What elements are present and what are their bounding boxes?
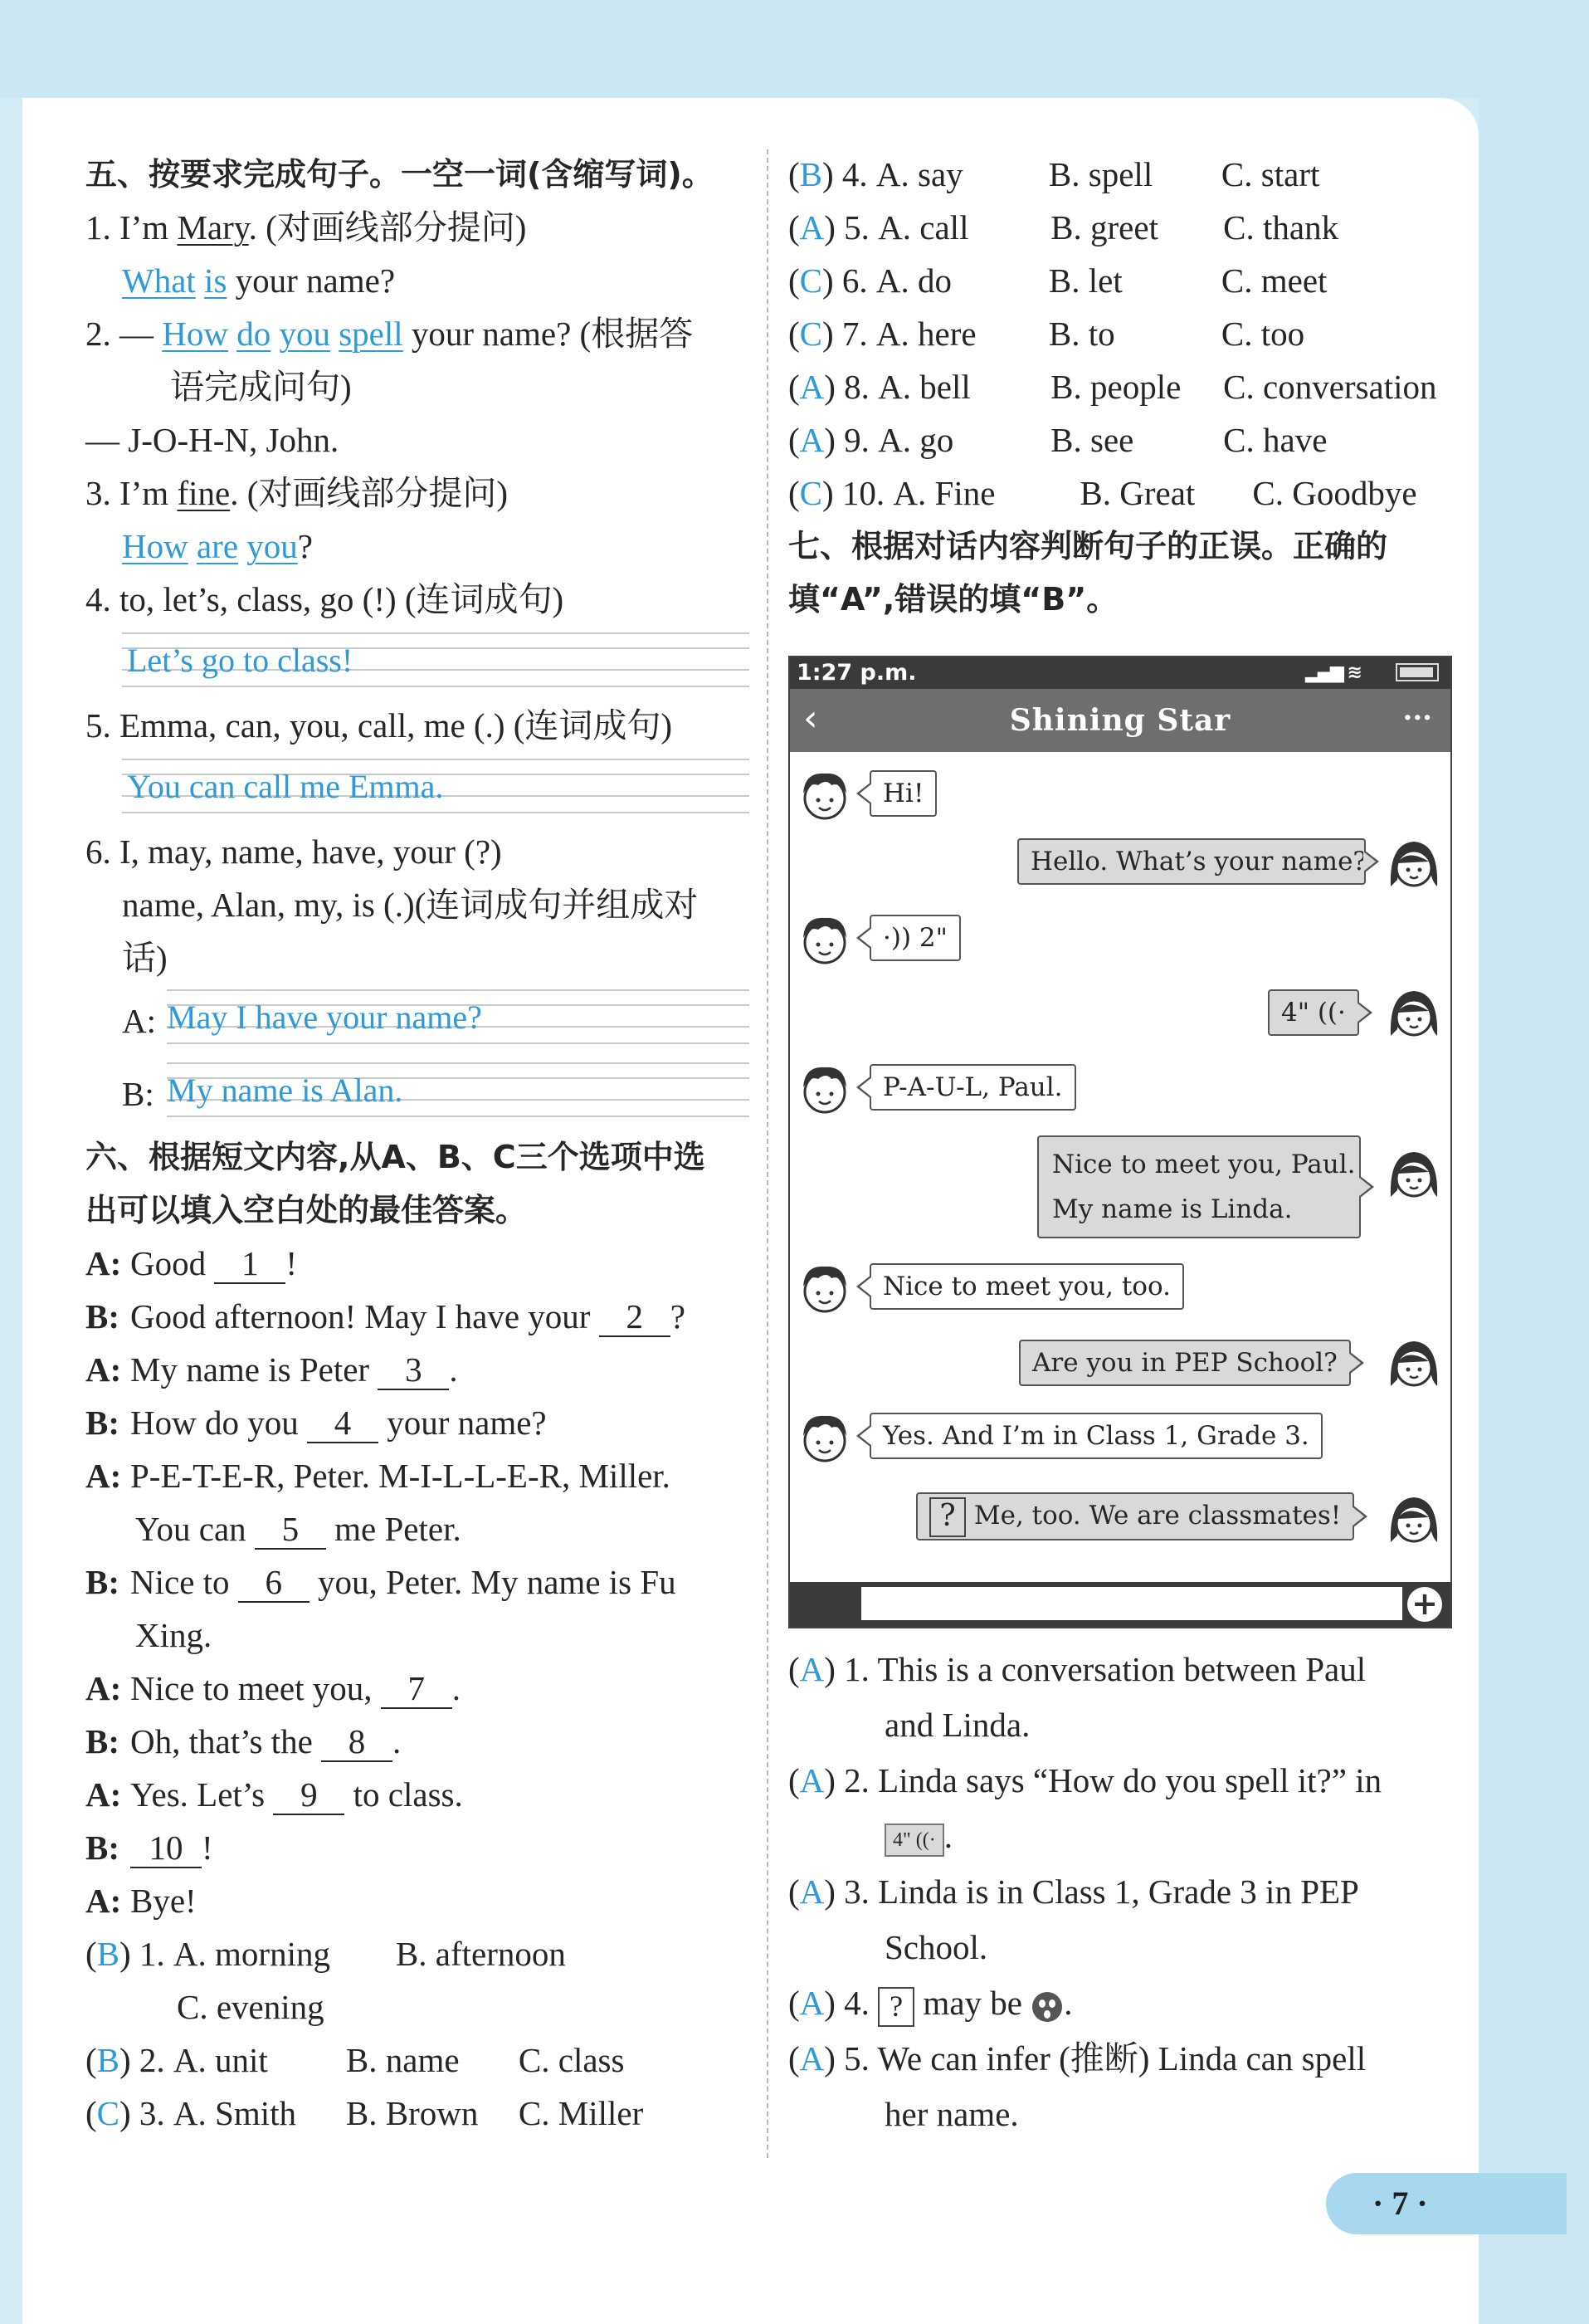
boy-avatar-icon	[793, 1057, 856, 1120]
message-bubble: Are you in PEP School?	[1019, 1340, 1351, 1386]
dialogue-line: A: Bye!	[85, 1882, 197, 1920]
q5-4-writing-lines	[122, 626, 749, 699]
message-bubble: Nice to meet you, too.	[870, 1263, 1184, 1310]
tf-item-3-cont: School.	[885, 1928, 988, 1966]
tf-item-4: (A) 4. ? may be .	[788, 1975, 1456, 2031]
tf-item-1-cont: and Linda.	[885, 1706, 1031, 1744]
dialogue-line: A: P-E-T-E-R, Peter. M-I-L-L-E-R, Miller.	[85, 1457, 670, 1495]
tf-item-2: (A) 2. Linda says “How do you spell it?” in	[788, 1761, 1382, 1799]
girl-avatar-icon	[1382, 1331, 1445, 1394]
section-6-heading-2: 出可以填入空白处的最佳答案。	[85, 1192, 528, 1228]
tf-item-3: (A) 3. Linda is in Class 1, Grade 3 in PEP	[788, 1872, 1359, 1911]
dialogue-line: A: Good 1 !	[85, 1244, 298, 1282]
mc-item-9: (A) 9. A. go B. see C. have	[788, 421, 1328, 459]
dialogue-line: B: Good afternoon! May I have your 2 ?	[85, 1297, 685, 1335]
voice-message-bubble: ·)) 2"	[870, 915, 961, 961]
q5-1: 1. I’m Mary. (对画线部分提问)	[85, 208, 527, 247]
dialogue-line: B: Nice to 6 you, Peter. My name is Fu	[85, 1563, 676, 1601]
unknown-emoji-box: ?	[929, 1497, 966, 1537]
mc-item-3: (C) 3. A. Smith B. Brown C. Miller	[85, 2094, 644, 2132]
page-number: · 7 ·	[1326, 2173, 1567, 2234]
q5-1-answer: What is your name?	[122, 261, 396, 300]
dialogue-line: You can 5 me Peter.	[135, 1510, 461, 1548]
q5-6-line3: 话)	[122, 939, 168, 977]
girl-avatar-icon	[1382, 1142, 1445, 1205]
message-bubble: Hi!	[870, 770, 937, 817]
message-bubble: Yes. And I’m in Class 1, Grade 3.	[870, 1413, 1323, 1459]
true-false-items	[788, 1642, 1456, 2142]
q5-2: 2. — How do you spell your name? (根据答	[85, 315, 694, 353]
mc-item-7: (C) 7. A. here B. to C. too	[788, 315, 1305, 353]
more-icon: ···	[1402, 701, 1432, 735]
section-6-heading-1: 六、根据短文内容,从A、B、C三个选项中选	[85, 1139, 705, 1175]
q5-5-answer: You can call me Emma.	[127, 768, 444, 805]
top-color-band	[0, 0, 1589, 98]
status-time: 1:27 p.m.	[797, 660, 917, 686]
shocked-face-icon	[1031, 1990, 1064, 2024]
dialogue-line: A: Nice to meet you, 7 .	[85, 1669, 461, 1707]
mc-item-1-c: C. evening	[177, 1988, 324, 2026]
right-color-band	[1479, 98, 1589, 2324]
q5-3: 3. I’m fine. (对画线部分提问)	[85, 474, 509, 512]
q5-6-b: B: My name is Alan.	[122, 1057, 749, 1130]
column-divider	[767, 149, 768, 2158]
dialogue-line: B: 10 !	[85, 1828, 213, 1867]
q5-5-writing-lines	[122, 752, 749, 825]
q5-4-answer: Let’s go to class!	[127, 642, 353, 679]
boy-avatar-icon	[793, 764, 856, 827]
message-bubble: P-A-U-L, Paul.	[870, 1064, 1076, 1111]
section-5-heading: 五、按要求完成句子。一空一词(含缩写词)。	[85, 156, 714, 193]
voice-chip: 4" ((·	[885, 1824, 944, 1857]
dialogue-line: B: How do you 4 your name?	[85, 1404, 547, 1442]
dialogue	[85, 1237, 749, 1927]
plus-icon: +	[1407, 1587, 1442, 1622]
mc-item-4: (B) 4. A. say B. spell C. start	[788, 155, 1320, 193]
right-column	[788, 148, 1456, 626]
chat-phone-screen	[788, 656, 1452, 1628]
q5-2-reply: — J-O-H-N, John.	[85, 421, 339, 459]
q5-2-cont: 语完成问句)	[170, 368, 352, 406]
dialogue-line: A: Yes. Let’s 9 to class.	[85, 1775, 463, 1814]
left-column	[85, 148, 749, 2140]
signal-wifi-icon: ▂▄▆ ≋	[1305, 662, 1361, 683]
tf-item-5: (A) 5. We can infer (推断) Linda can spell	[788, 2039, 1367, 2077]
section-7-heading-1: 七、根据对话内容判断句子的正误。正确的	[788, 528, 1388, 564]
unknown-emoji-box: ?	[878, 1987, 914, 2027]
mc-item-5: (A) 5. A. call B. greet C. thank	[788, 208, 1339, 247]
chat-title-bar	[790, 689, 1450, 752]
boy-avatar-icon	[793, 908, 856, 971]
q5-3-answer: How are you?	[122, 527, 313, 565]
back-icon: ‹	[803, 697, 818, 740]
girl-avatar-icon	[1382, 832, 1445, 895]
section-7-heading-2: 填“A”,错误的填“B”。	[788, 581, 1119, 618]
tf-item-2-cont: 4" ((· .	[788, 1809, 1456, 1864]
mc-item-10: (C) 10. A. Fine B. Great C. Goodbye	[788, 474, 1417, 512]
message-bubble-two-line: Nice to meet you, Paul. My name is Linda.	[1037, 1135, 1361, 1238]
chat-title: Shining Star	[1009, 703, 1231, 738]
q5-6-a: A: May I have your name?	[122, 984, 749, 1057]
dialogue-line: A: My name is Peter 3 .	[85, 1350, 458, 1389]
mc-item-6: (C) 6. A. do B. let C. meet	[788, 261, 1328, 300]
q5-4: 4. to, let’s, class, go (!) (连词成句)	[85, 580, 564, 618]
chat-input-field	[861, 1587, 1402, 1620]
boy-avatar-icon	[793, 1257, 856, 1320]
boy-avatar-icon	[793, 1406, 856, 1469]
q5-6-line1: 6. I, may, name, have, your (?)	[85, 832, 502, 871]
q5-6-line2: name, Alan, my, is (.)(连词成句并组成对	[122, 886, 699, 924]
girl-avatar-icon	[1382, 1487, 1445, 1550]
tf-item-1: (A) 1. This is a conversation between Paul	[788, 1650, 1367, 1688]
mc-item-1: (B) 1. A. morning B. afternoon	[85, 1935, 566, 1973]
q5-6-a-answer: May I have your name?	[167, 998, 482, 1036]
battery-icon	[1396, 663, 1439, 681]
dialogue-line: B: Oh, that’s the 8 .	[85, 1722, 402, 1760]
mc-item-8: (A) 8. A. bell B. people C. conversation	[788, 368, 1437, 406]
message-bubble: ? Me, too. We are classmates!	[916, 1492, 1354, 1540]
voice-message-bubble: 4" ((·	[1268, 989, 1359, 1036]
chat-input-bar	[790, 1582, 1450, 1627]
q5-5: 5. Emma, can, you, call, me (.) (连词成句)	[85, 706, 673, 745]
mc-item-2: (B) 2. A. unit B. name C. class	[85, 2041, 625, 2079]
dialogue-line: Xing.	[135, 1616, 212, 1654]
message-bubble: Hello. What’s your name?	[1017, 838, 1366, 885]
tf-item-5-cont: her name.	[885, 2095, 1019, 2133]
q5-6-b-answer: My name is Alan.	[167, 1072, 403, 1109]
phone-status-bar	[790, 657, 1450, 689]
girl-avatar-icon	[1382, 981, 1445, 1044]
